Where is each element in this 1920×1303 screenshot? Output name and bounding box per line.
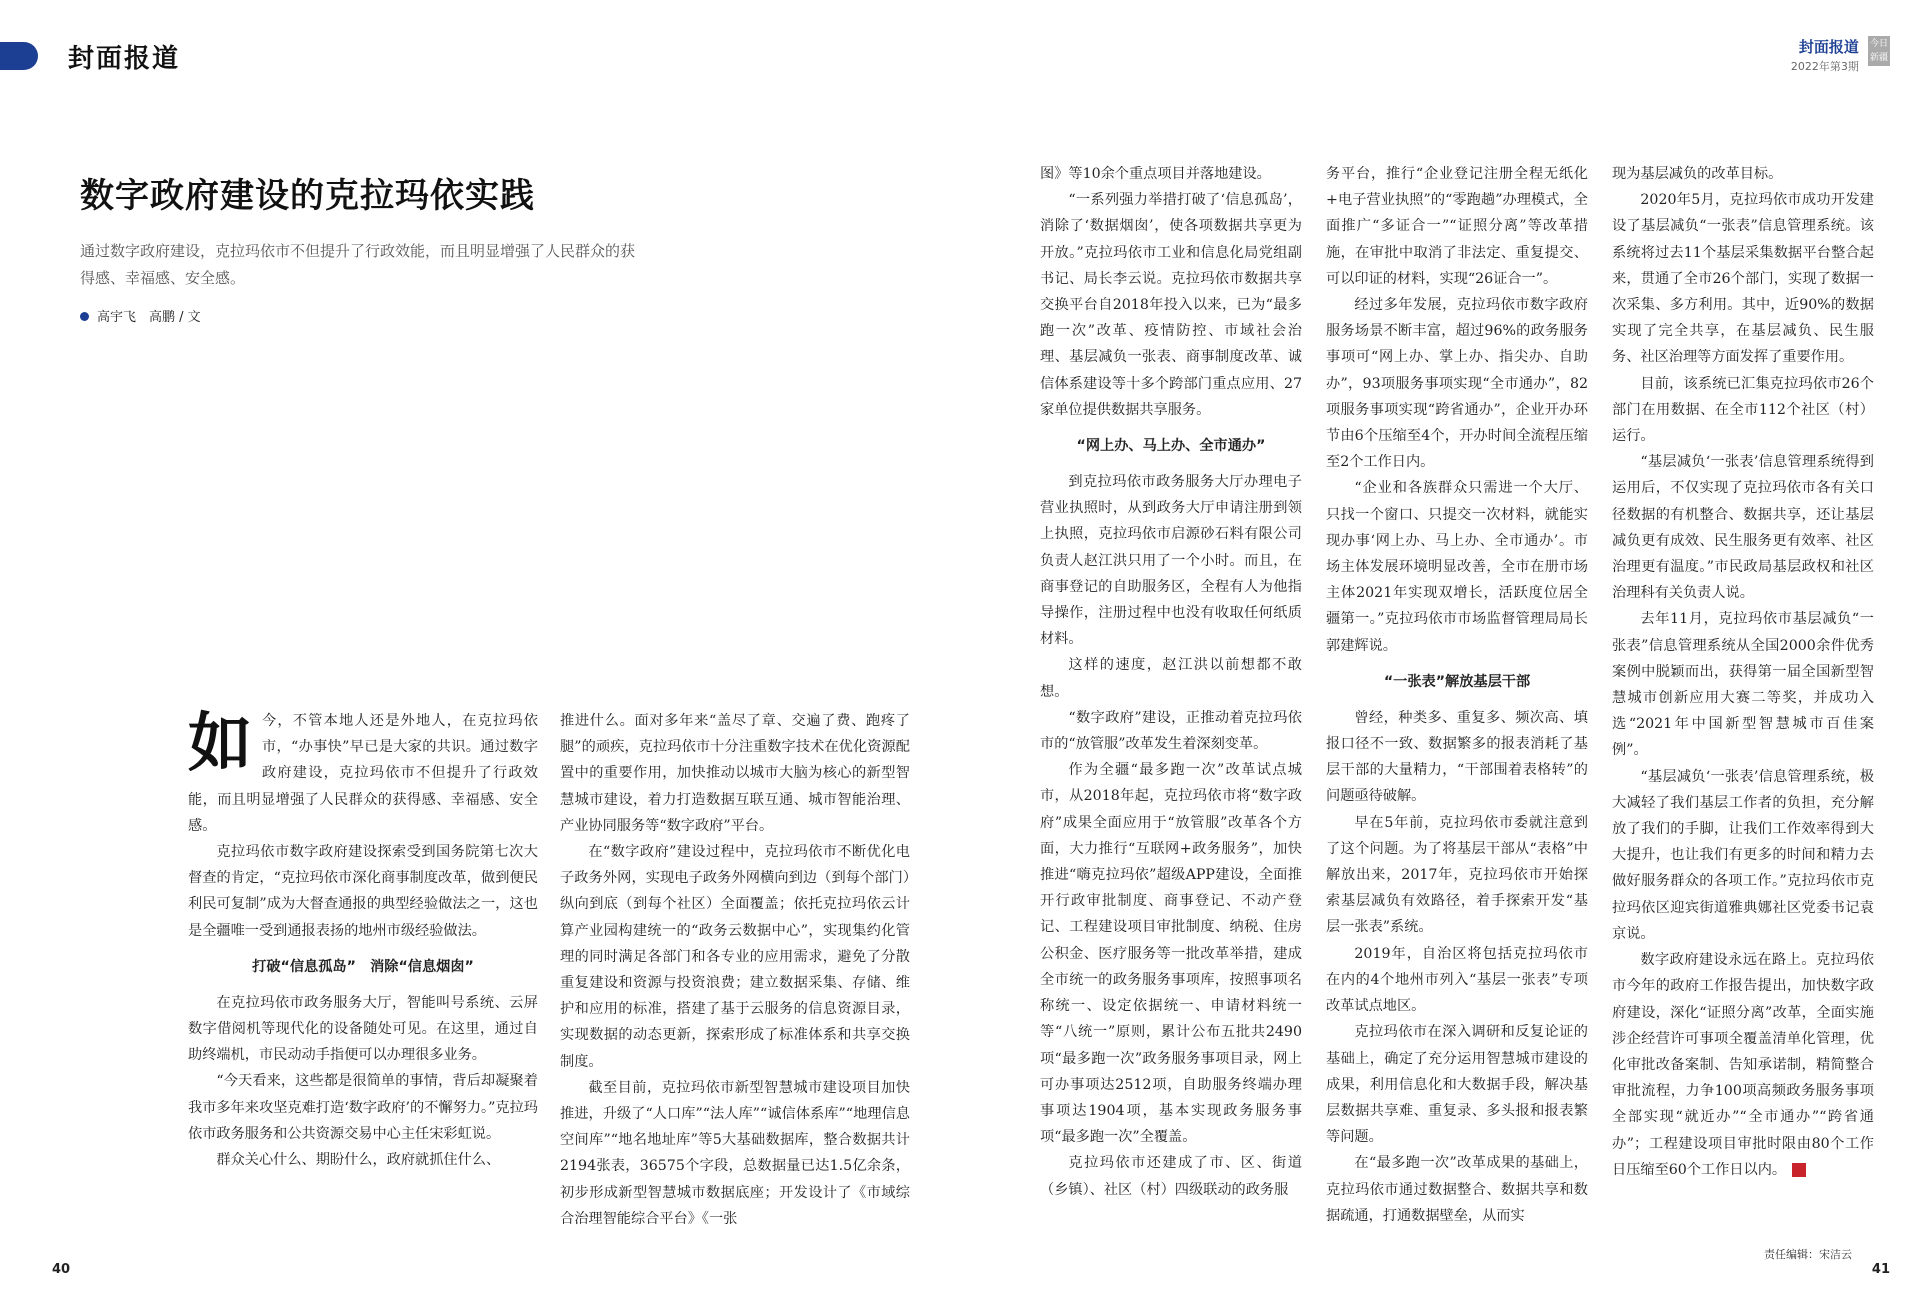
paragraph: 截至目前，克拉玛依市新型智慧城市建设项目加快推进，升级了“人口库”“法人库”“诚信体系库”“地理信息空间库”“地名地址库”等5大基础数据库，整合数据共计2194张表，36575个字段，总数据量已达1.5亿余条，初步形成新型智慧城市数据底座；开发设计了《市域综合治理智能综合平台》《一张 bbox=[560, 1079, 910, 1227]
subheading: “一张表”解放基层干部 bbox=[1383, 673, 1531, 690]
text-column-5 bbox=[1612, 161, 1874, 1183]
paragraph: 群众关心什么、期盼什么，政府就抓住什么、 bbox=[216, 1152, 501, 1169]
article-title: 数字政府建设的克拉玛依实践 bbox=[80, 176, 535, 216]
paragraph: 务平台，推行“企业登记注册全程无纸化+电子营业执照”的“零跑趟”办理模式，全面推广“多证合一”“证照分离”等改革措施，在审批中取消了非法定、重复提交、可以印证的材料，实现“26证合一”。 bbox=[1326, 166, 1588, 287]
paragraph-text: 数字政府建设永远在路上。克拉玛依市今年的政府工作报告提出，加快数字政府建设，深化“证照分离”改革，全面实施涉企经营许可事项全覆盖清单化管理，优化审批改备案制、告知承诺制，精简整合审批流程，力争100项高频政务服务事项全部实现“就近办”“全市通办”“跨省通办”；工程建设项目审批时限由80个工作日压缩至60个工作日以内。 bbox=[1612, 952, 1874, 1178]
paragraph: 在“最多跑一次”改革成果的基础上，克拉玛依市通过数据整合、数据共享和数据疏通，打通数据壁垒，从而实 bbox=[1326, 1155, 1588, 1224]
paragraph: 2019年，自治区将包括克拉玛依市在内的4个地州市列入“基层一张表”专项改革试点地区。 bbox=[1326, 945, 1588, 1015]
paragraph: 推进什么。面对多年来“盖尽了章、交遍了费、跑疼了腿”的顽疾，克拉玛依市十分注重数字技术在优化资源配置中的重要作用，加快推动以城市大脑为核心的新型智慧城市建设，着力打造数据互联互通、城市智能治理、产业协同服务等“数字政府”平台。 bbox=[560, 713, 910, 834]
author-names: 高宇飞 高鹏 / 文 bbox=[97, 310, 201, 325]
paragraph: 克拉玛依市在深入调研和反复论证的基础上，确定了充分运用智慧城市建设的成果，利用信息化和大数据手段，解决基层数据共享难、重复录、多头报和报表繁等问题。 bbox=[1326, 1024, 1588, 1146]
paragraph: “今天看来，这些都是很简单的事情，背后却凝聚着我市多年来攻坚克难打造‘数字政府’的不懈努力。”克拉玛依市政务服务和公共资源交易中心主任宋彩虹说。 bbox=[188, 1073, 538, 1142]
subheading: “网上办、马上办、全市通办” bbox=[1076, 438, 1266, 455]
paragraph: 经过多年发展，克拉玛依市数字政府服务场景不断丰富，超过96%的政务服务事项可“网上办、掌上办、指尖办、自助办”，93项服务事项实现“全市通办”，82项服务事项实现“跨省通办”，企业开办环节由6个压缩至4个，开办时间全流程压缩至2个工作日内。 bbox=[1326, 297, 1588, 471]
paragraph: 去年11月，克拉玛依市基层减负“一张表”信息管理系统从全国2000余件优秀案例中脱颖而出，获得第一届全国新型智慧城市创新应用大赛二等奖，并成功入选“2021年中国新型智慧城市百佳案例”。 bbox=[1612, 611, 1874, 759]
section-label: 封面报道 bbox=[68, 44, 181, 74]
paragraph: “企业和各族群众只需进一个大厅、只找一个窗口、只提交一次材料，就能实现办事‘网上办、马上办、全市通办’。市场主体发展环境明显改善，全市在册市场主体2021年实现双增长，活跃度位居全疆第一。”克拉玛依市市场监督管理局局长郭建辉说。 bbox=[1326, 480, 1588, 654]
responsible-editor: 责任编辑：宋洁云 bbox=[1764, 1248, 1852, 1261]
paragraph: “一系列强力举措打破了‘信息孤岛’，消除了‘数据烟囱’，使各项数据共享更为开放。”克拉玛依市工业和信息化局党组副书记、局长李云说。克拉玛依市数据共享交换平台自2018年投入以来，已为“最多跑一次”改革、疫情防控、市域社会治理、基层减负一张表、商事制度改革、诚信体系建设等十多个跨部门重点应用、27家单位提供数据共享服务。 bbox=[1040, 192, 1302, 418]
author-bullet bbox=[80, 312, 89, 321]
page-number-left: 40 bbox=[52, 1262, 71, 1277]
paragraph: 图》等10余个重点项目并落地建设。 bbox=[1040, 166, 1271, 182]
page-number-right: 41 bbox=[1871, 1262, 1890, 1277]
paragraph: 在克拉玛依市政务服务大厅，智能叫号系统、云屏数字借阅机等现代化的设备随处可见。在这里，通过自助终端机，市民动动手指便可以办理很多业务。 bbox=[188, 994, 538, 1064]
paragraph: 在“数字政府”建设过程中，克拉玛依市不断优化电子政务外网，实现电子政务外网横向到边（到每个部门）纵向到底（到每个社区）全面覆盖；依托克拉玛依云计算产业园构建统一的“政务云数据中心”，实现集约化管理的同时满足各部门和各专业的应用需求，避免了分散重复建设和资源与投资浪费；建立数据采集、存储、维护和应用的标准，搭建了基于云服务的信息资源目录，实现数据的动态更新，探索形成了标准体系和共享交换制度。 bbox=[560, 844, 910, 1070]
paragraph: 这样的速度，赵江洪以前想都不敢想。 bbox=[1040, 657, 1302, 700]
paragraph: 到克拉玛依市政务服务大厅办理电子营业执照时，从到政务大厅申请注册到领上执照，克拉玛依市启源砂石料有限公司负责人赵江洪只用了一个小时。而且，在商事登记的自助服务区，全程有人为他指导操作，注册过程中也没有收取任何纸质材料。 bbox=[1040, 474, 1302, 648]
paragraph: 目前，该系统已汇集克拉玛依市26个部门在用数据、在全市112个社区（村）运行。 bbox=[1612, 375, 1874, 445]
author-byline bbox=[80, 306, 201, 325]
paragraph: 曾经，种类多、重复多、频次高、填报口径不一致、数据繁多的报表消耗了基层干部的大量精力，“干部围着表格转”的问题亟待破解。 bbox=[1326, 709, 1588, 805]
paragraph: “基层减负‘一张表’信息管理系统得到运用后，不仅实现了克拉玛依市各有关口径数据的有机整合、数据共享，还让基层减负更有成效、民生服务更有效率、社区治理更有温度。”市民政局基层政权和社区治理科有关负责人说。 bbox=[1612, 454, 1874, 602]
paragraph: 今，不管本地人还是外地人，在克拉玛依市，“办事快”早已是大家的共识。通过数字政府建设，克拉玛依市不但提升了行政效能，而且明显增强了人民群众的获得感、幸福感、安全感。 bbox=[188, 713, 538, 834]
text-column-1 bbox=[188, 708, 538, 1173]
section-tab-marker bbox=[0, 42, 38, 70]
paragraph: “数字政府”建设，正推动着克拉玛依市的“放管服”改革发生着深刻变革。 bbox=[1040, 709, 1302, 753]
article-lead: 通过数字政府建设，克拉玛依市不但提升了行政效能，而且明显增强了人民群众的获得感、幸福感、安全感。 bbox=[80, 242, 636, 287]
paragraph: 早在5年前，克拉玛依市委就注意到了这个问题。为了将基层干部从“表格”中解放出来，2017年，克拉玛依市开始探索基层减负有效路径，着手探索开发“基层一张表”系统。 bbox=[1326, 814, 1588, 936]
text-column-3 bbox=[1040, 161, 1302, 1203]
brand-issue: 2022年第3期 bbox=[1790, 60, 1859, 73]
paragraph: 克拉玛依市还建成了市、区、街道（乡镇）、社区（村）四级联动的政务服 bbox=[1040, 1155, 1302, 1198]
text-column-2 bbox=[560, 708, 910, 1232]
text-column-4 bbox=[1326, 161, 1588, 1229]
brand-badge: 今日新疆 bbox=[1868, 36, 1890, 66]
paragraph: 2020年5月，克拉玛依市成功开发建设了基层减负“一张表”信息管理系统。该系统将过去11个基层采集数据平台整合起来，贯通了全市26个部门，实现了数据一次采集、多方利用。其中，近90%的数据实现了完全共享，在基层减负、民生服务、社区治理等方面发挥了重要作用。 bbox=[1612, 192, 1874, 366]
brand-title: 封面报道 bbox=[1798, 38, 1859, 56]
paragraph: 作为全疆“最多跑一次”改革试点城市，从2018年起，克拉玛依市将“数字政府”成果全面应用于“放管服”改革各个方面，大力推行“互联网+政务服务”，加快推进“嗨克拉玛依”超级APP建设，全面推开行政审批制度、商事登记、不动产登记、工程建设项目审批制度、纳税、住房公积金、医疗服务等一批改革举措，建成全市统一的政务服务事项库，按照事项名称统一、设定依据统一、申请材料统一等“八统一”原则，累计公布五批共2490项“最多跑一次”政务服务事项目录，网上可办事项达2512项，自助服务终端办理事项达1904项，基本实现政务服务事项“最多跑一次”全覆盖。 bbox=[1040, 762, 1302, 1146]
paragraph: 现为基层减负的改革目标。 bbox=[1612, 166, 1783, 182]
paragraph: 克拉玛依市数字政府建设探索受到国务院第七次大督查的肯定，“克拉玛依市深化商事制度改革，做到便民利民可复制”成为大督查通报的典型经验做法之一，这也是全疆唯一受到通报表扬的地州市级经验做法。 bbox=[188, 844, 538, 939]
subheading: 打破“信息孤岛” 消除“信息烟囱” bbox=[252, 958, 474, 975]
magazine-brand bbox=[1791, 36, 1890, 74]
article-end-mark bbox=[1792, 1163, 1806, 1177]
paragraph bbox=[1612, 947, 1874, 1183]
drop-cap: 如 bbox=[188, 706, 252, 781]
paragraph: “基层减负‘一张表’信息管理系统，极大减轻了我们基层工作者的负担，充分解放了我们的手脚，让我们工作效率得到大大提升，也让我们有更多的时间和精力去做好服务群众的各项工作。”克拉玛依市克拉玛依区迎宾街道雅典娜社区党委书记袁京说。 bbox=[1612, 768, 1874, 942]
